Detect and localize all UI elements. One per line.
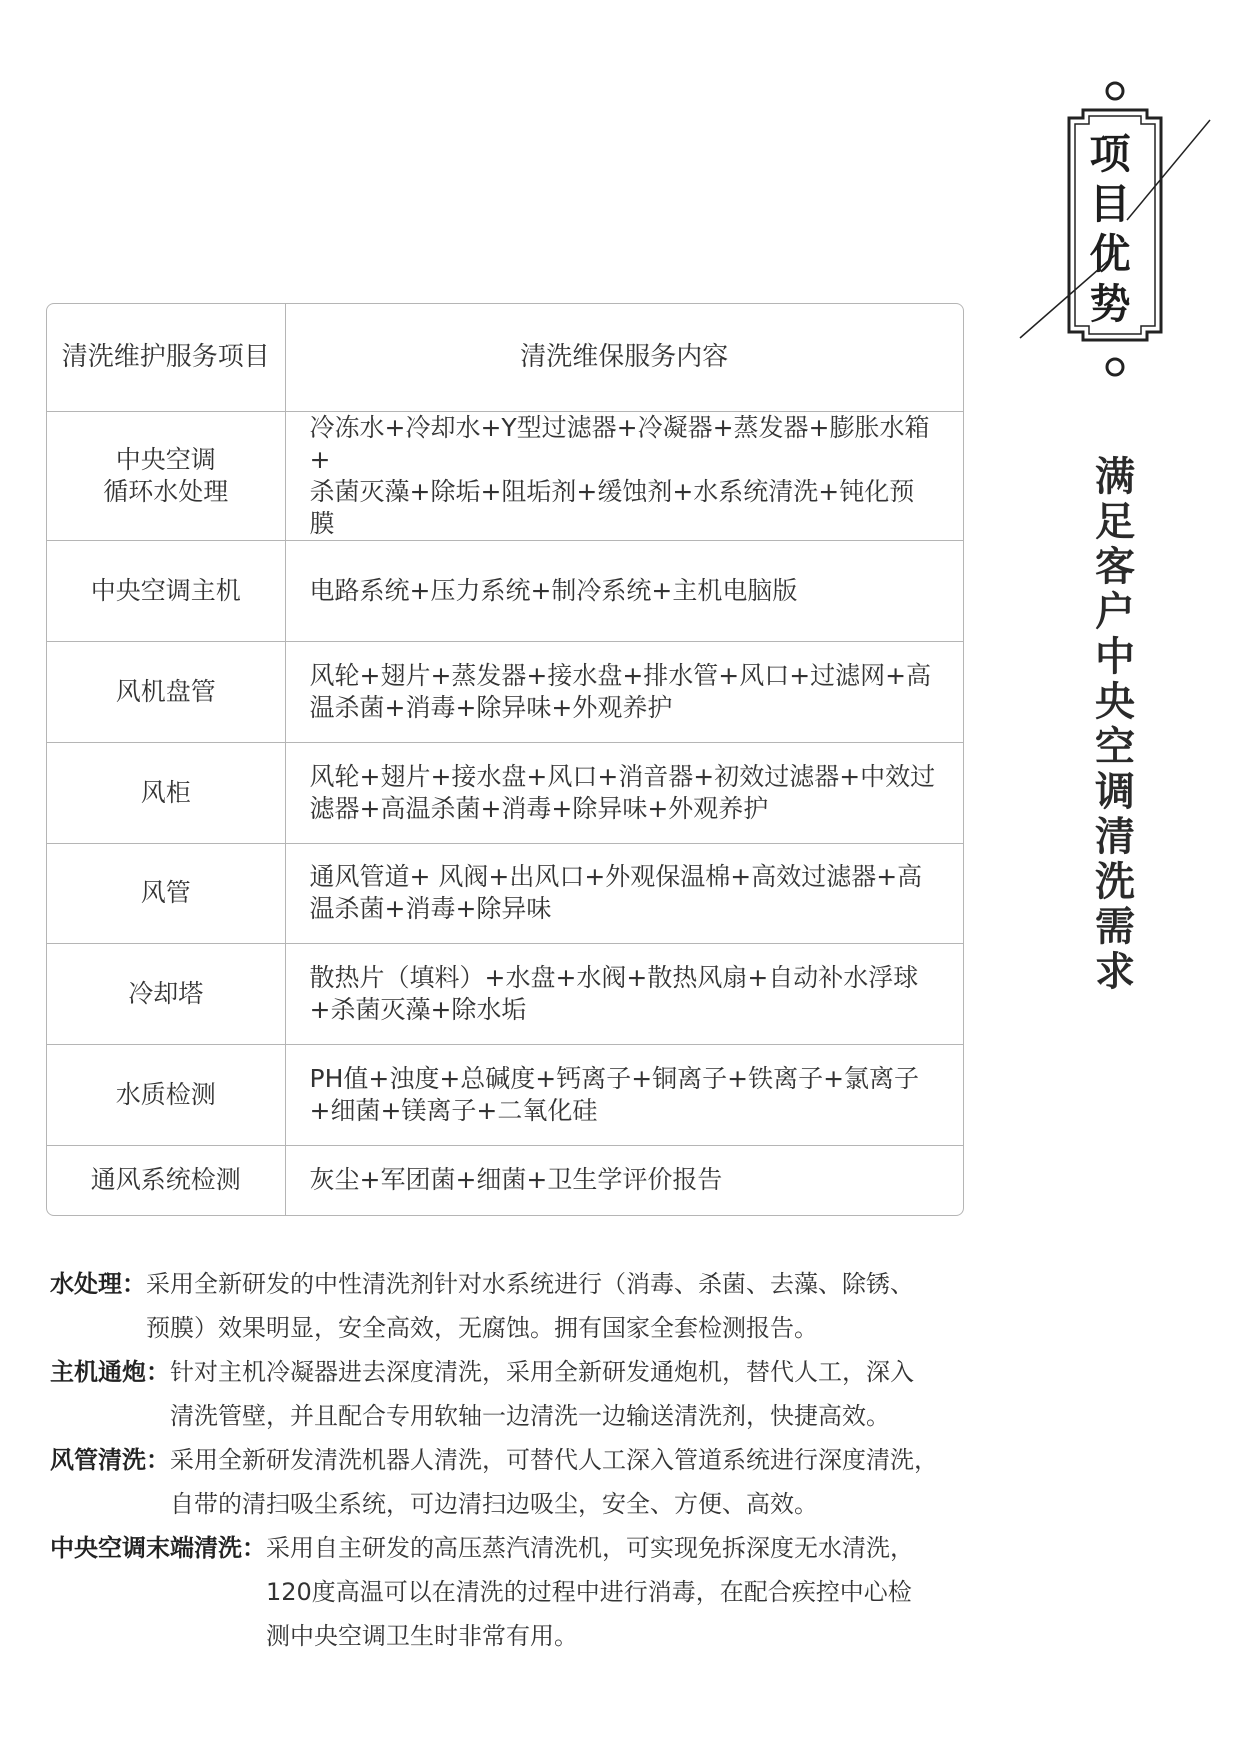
row-content-line: 风轮+翅片+接水盘+风口+消音器+初效过滤器+中效过 xyxy=(309,761,936,791)
slogan-char: 洗 xyxy=(1095,859,1135,905)
row-name-line: 冷却塔 xyxy=(128,978,204,1008)
service-notes xyxy=(50,1262,980,1658)
row-content xyxy=(285,641,963,742)
note-line: 测中央空调卫生时非常有用。 xyxy=(266,1622,578,1650)
table-row xyxy=(47,1044,963,1145)
row-content-line: 风轮+翅片+蒸发器+接水盘+排水管+风口+过滤网+高 xyxy=(309,660,932,690)
table-row xyxy=(47,411,963,540)
row-content xyxy=(285,1145,963,1215)
slogan-char: 调 xyxy=(1095,769,1135,815)
table-row xyxy=(47,742,963,843)
note-line: 针对主机冷凝器进去深度清洗，采用全新研发通炮机，替代人工，深入 xyxy=(170,1358,914,1386)
slogan-char: 足 xyxy=(1095,499,1135,545)
row-content-line: 冷冻水+冷却水+Y型过滤器+冷凝器+蒸发器+膨胀水箱+ xyxy=(309,412,930,474)
note-line: 采用全新研发的中性清洗剂针对水系统进行（消毒、杀菌、去藻、除锈、 xyxy=(146,1270,914,1298)
row-name-line: 中央空调主机 xyxy=(90,575,241,605)
slogan-char: 求 xyxy=(1095,949,1135,995)
badge-char: 项 xyxy=(1089,130,1131,178)
note-body xyxy=(170,1438,980,1526)
note-label: 中央空调末端清洗： xyxy=(50,1534,266,1562)
row-content-line: 通风管道+ 风阀+出风口+外观保温棉+高效过滤器+高 xyxy=(309,862,923,891)
note-line: 预膜）效果明显，安全高效，无腐蚀。拥有国家全套检测报告。 xyxy=(146,1314,818,1342)
row-content xyxy=(285,843,963,943)
table-row xyxy=(47,943,963,1044)
note-label: 水处理： xyxy=(50,1270,146,1298)
row-name xyxy=(47,1044,285,1145)
row-name-line: 风柜 xyxy=(140,777,191,807)
service-table xyxy=(46,303,964,1216)
row-name xyxy=(47,641,285,742)
note-terminal-cleaning xyxy=(50,1526,980,1658)
slogan-char: 满 xyxy=(1095,454,1135,500)
note-body xyxy=(170,1350,980,1438)
note-line: 采用全新研发清洗机器人清洗，可替代人工深入管道系统进行深度清洗， xyxy=(170,1446,938,1474)
row-name-line: 中央空调 xyxy=(115,444,216,474)
note-line: 采用自主研发的高压蒸汽清洗机，可实现免拆深度无水清洗， xyxy=(266,1534,914,1562)
row-name-line: 水质检测 xyxy=(115,1079,216,1109)
note-line: 清洗管壁，并且配合专用软轴一边清洗一边输送清洗剂，快捷高效。 xyxy=(170,1402,890,1430)
note-label: 风管清洗： xyxy=(50,1446,170,1474)
table-row xyxy=(47,540,963,641)
row-content-line: 灰尘+军团菌+细菌+卫生学评价报告 xyxy=(309,1165,723,1195)
slogan-char: 中 xyxy=(1095,634,1135,680)
row-content xyxy=(285,411,963,540)
note-label: 主机通炮： xyxy=(50,1358,170,1386)
row-name xyxy=(47,843,285,943)
row-content-line: 散热片（填料）+水盘+水阀+散热风扇+自动补水浮球 xyxy=(309,962,919,992)
row-content xyxy=(285,1044,963,1145)
header-service-item: 清洗维护服务项目 xyxy=(47,304,285,411)
row-name-line: 风管 xyxy=(140,878,191,907)
row-name xyxy=(47,1145,285,1215)
slogan-char: 清 xyxy=(1095,814,1135,860)
note-body xyxy=(266,1526,980,1658)
row-name-line: 循环水处理 xyxy=(103,476,229,506)
note-line: 120度高温可以在清洗的过程中进行消毒，在配合疾控中心检 xyxy=(266,1578,912,1606)
table-row xyxy=(47,843,963,943)
note-line: 自带的清扫吸尘系统，可边清扫边吸尘，安全、方便、高效。 xyxy=(170,1490,818,1518)
row-name xyxy=(47,943,285,1044)
slogan-char: 央 xyxy=(1095,679,1135,725)
row-content-line: 电路系统+压力系统+制冷系统+主机电脑版 xyxy=(309,575,798,605)
row-name-line: 通风系统检测 xyxy=(90,1165,241,1195)
row-content-line: 温杀菌+消毒+除异味+外观养护 xyxy=(309,692,673,722)
table-row xyxy=(47,1145,963,1215)
slogan-char: 户 xyxy=(1095,589,1135,635)
table-row xyxy=(47,641,963,742)
badge-char: 目 xyxy=(1089,180,1131,228)
note-chiller-tube-cleaning xyxy=(50,1350,980,1438)
header-service-content: 清洗维保服务内容 xyxy=(285,304,963,411)
slogan-char: 空 xyxy=(1095,724,1135,770)
slogan-char: 客 xyxy=(1095,544,1135,590)
row-name-line: 风机盘管 xyxy=(115,676,216,706)
badge-title xyxy=(1065,129,1155,329)
row-content-line: 滤器+高温杀菌+消毒+除异味+外观养护 xyxy=(309,793,769,823)
row-content-line: +杀菌灭藻+除水垢 xyxy=(309,994,527,1024)
row-content-line: +细菌+镁离子+二氧化硅 xyxy=(309,1095,598,1125)
row-content-line: 温杀菌+消毒+除异味 xyxy=(309,894,552,923)
row-name xyxy=(47,742,285,843)
badge-char: 势 xyxy=(1089,280,1131,328)
table-header-row xyxy=(47,304,963,411)
note-water-treatment xyxy=(50,1262,980,1350)
row-name xyxy=(47,411,285,540)
badge-char: 优 xyxy=(1089,230,1131,278)
vertical-slogan xyxy=(1085,455,1145,995)
row-content xyxy=(285,540,963,641)
slogan-char: 需 xyxy=(1095,904,1135,950)
row-name xyxy=(47,540,285,641)
row-content-line: PH值+浊度+总碱度+钙离子+铜离子+铁离子+氯离子 xyxy=(309,1063,920,1093)
row-content-line: 杀菌灭藻+除垢+阻垢剂+缓蚀剂+水系统清洗+钝化预膜 xyxy=(309,476,915,538)
note-duct-cleaning xyxy=(50,1438,980,1526)
note-body xyxy=(146,1262,980,1350)
row-content xyxy=(285,943,963,1044)
row-content xyxy=(285,742,963,843)
